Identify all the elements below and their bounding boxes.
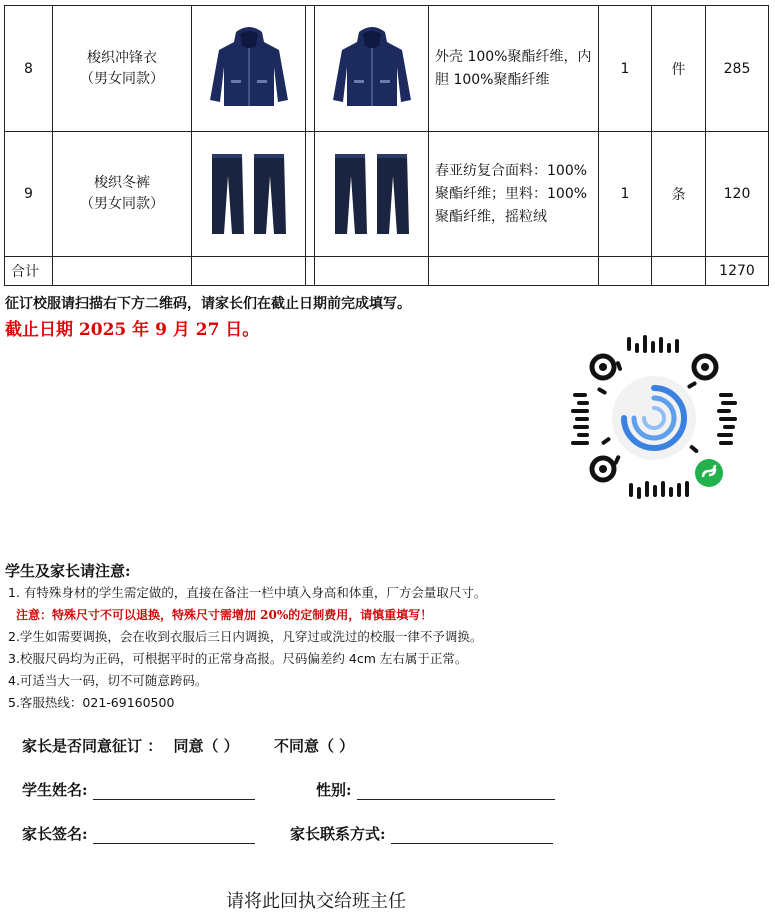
item-name-line1: 梭织冲锋衣 xyxy=(87,49,157,66)
pants-icon xyxy=(327,146,417,238)
rule-item: 4.可适当大一码，切不可随意跨码。 xyxy=(8,673,208,688)
item-name-line2: （男女同款） xyxy=(80,70,164,87)
pants-icon xyxy=(204,146,294,238)
item-material: 外壳 100%聚酯纤维，内胆 100%聚酯纤维 xyxy=(429,6,599,132)
jacket-front-image xyxy=(192,6,306,132)
pants-front-image xyxy=(192,132,306,257)
item-quantity: 1 xyxy=(599,132,652,257)
total-label: 合计 xyxy=(5,257,53,286)
agree-option[interactable]: 同意（ ） xyxy=(173,737,239,755)
row-number: 9 xyxy=(5,132,53,257)
rule-item: 1. 有特殊身材的学生需定做的，直接在备注一栏中填入身高和体重，厂方会量取尺寸。 xyxy=(8,585,487,600)
parent-signature-field[interactable] xyxy=(93,828,255,844)
mini-program-icon xyxy=(695,459,723,487)
attention-list xyxy=(8,582,486,714)
item-name-line2: （男女同款） xyxy=(80,196,164,212)
gender-label: 性别: xyxy=(316,781,352,799)
disagree-option[interactable]: 不同意（ ） xyxy=(273,737,355,755)
item-material: 春亚纺复合面料：100%聚酯纤维；里料：100%聚酯纤维，摇粒绒 xyxy=(429,132,599,257)
deadline-notice: 截止日期 2025 年 9 月 27 日。 xyxy=(5,320,260,340)
special-size-warning: 注意：特殊尺寸不可以退换，特殊尺寸需增加 20%的定制费用，请慎重填写！ xyxy=(16,608,433,622)
total-value: 1270 xyxy=(706,257,769,286)
rule-item: 2.学生如需要调换，会在收到衣服后三日内调换，凡穿过或洗过的校服一律不予调换。 xyxy=(8,629,483,644)
order-instruction: 征订校服请扫描右下方二维码，请家长们在截止日期前完成填写。 xyxy=(5,296,411,312)
pants-back-image xyxy=(315,132,429,257)
jacket-back-image xyxy=(315,6,429,132)
rule-item: 3.校服尺码均为正码，可根据平时的正常身高报。尺码偏差约 4cm 左右属于正常。 xyxy=(8,651,468,666)
table-row xyxy=(5,6,769,132)
footer-instruction: 请将此回执交给班主任 xyxy=(226,891,406,912)
student-name-label: 学生姓名: xyxy=(22,781,88,799)
customer-hotline: 5.客服热线：021-69160500 xyxy=(8,695,175,710)
item-unit: 件 xyxy=(652,6,706,132)
student-name-field[interactable] xyxy=(93,784,255,800)
jacket-icon xyxy=(327,22,417,112)
mini-program-qr-code[interactable] xyxy=(567,331,741,505)
item-name xyxy=(53,6,192,132)
attention-title: 学生及家长请注意: xyxy=(5,562,131,580)
item-name xyxy=(53,132,192,257)
item-unit: 条 xyxy=(652,132,706,257)
uniform-items-table xyxy=(4,5,769,286)
row-number: 8 xyxy=(5,6,53,132)
item-name-line1: 梭织冬裤 xyxy=(94,175,150,191)
parent-contact-field[interactable] xyxy=(391,828,553,844)
jacket-icon xyxy=(204,22,294,112)
table-row xyxy=(5,132,769,257)
gender-field[interactable] xyxy=(357,784,555,800)
item-price: 285 xyxy=(706,6,769,132)
table-total-row xyxy=(5,257,769,286)
parent-signature-label: 家长签名: xyxy=(22,825,88,843)
consent-label: 家长是否同意征订 ： xyxy=(22,737,163,755)
item-price: 120 xyxy=(706,132,769,257)
parent-contact-label: 家长联系方式: xyxy=(290,825,386,843)
item-quantity: 1 xyxy=(599,6,652,132)
